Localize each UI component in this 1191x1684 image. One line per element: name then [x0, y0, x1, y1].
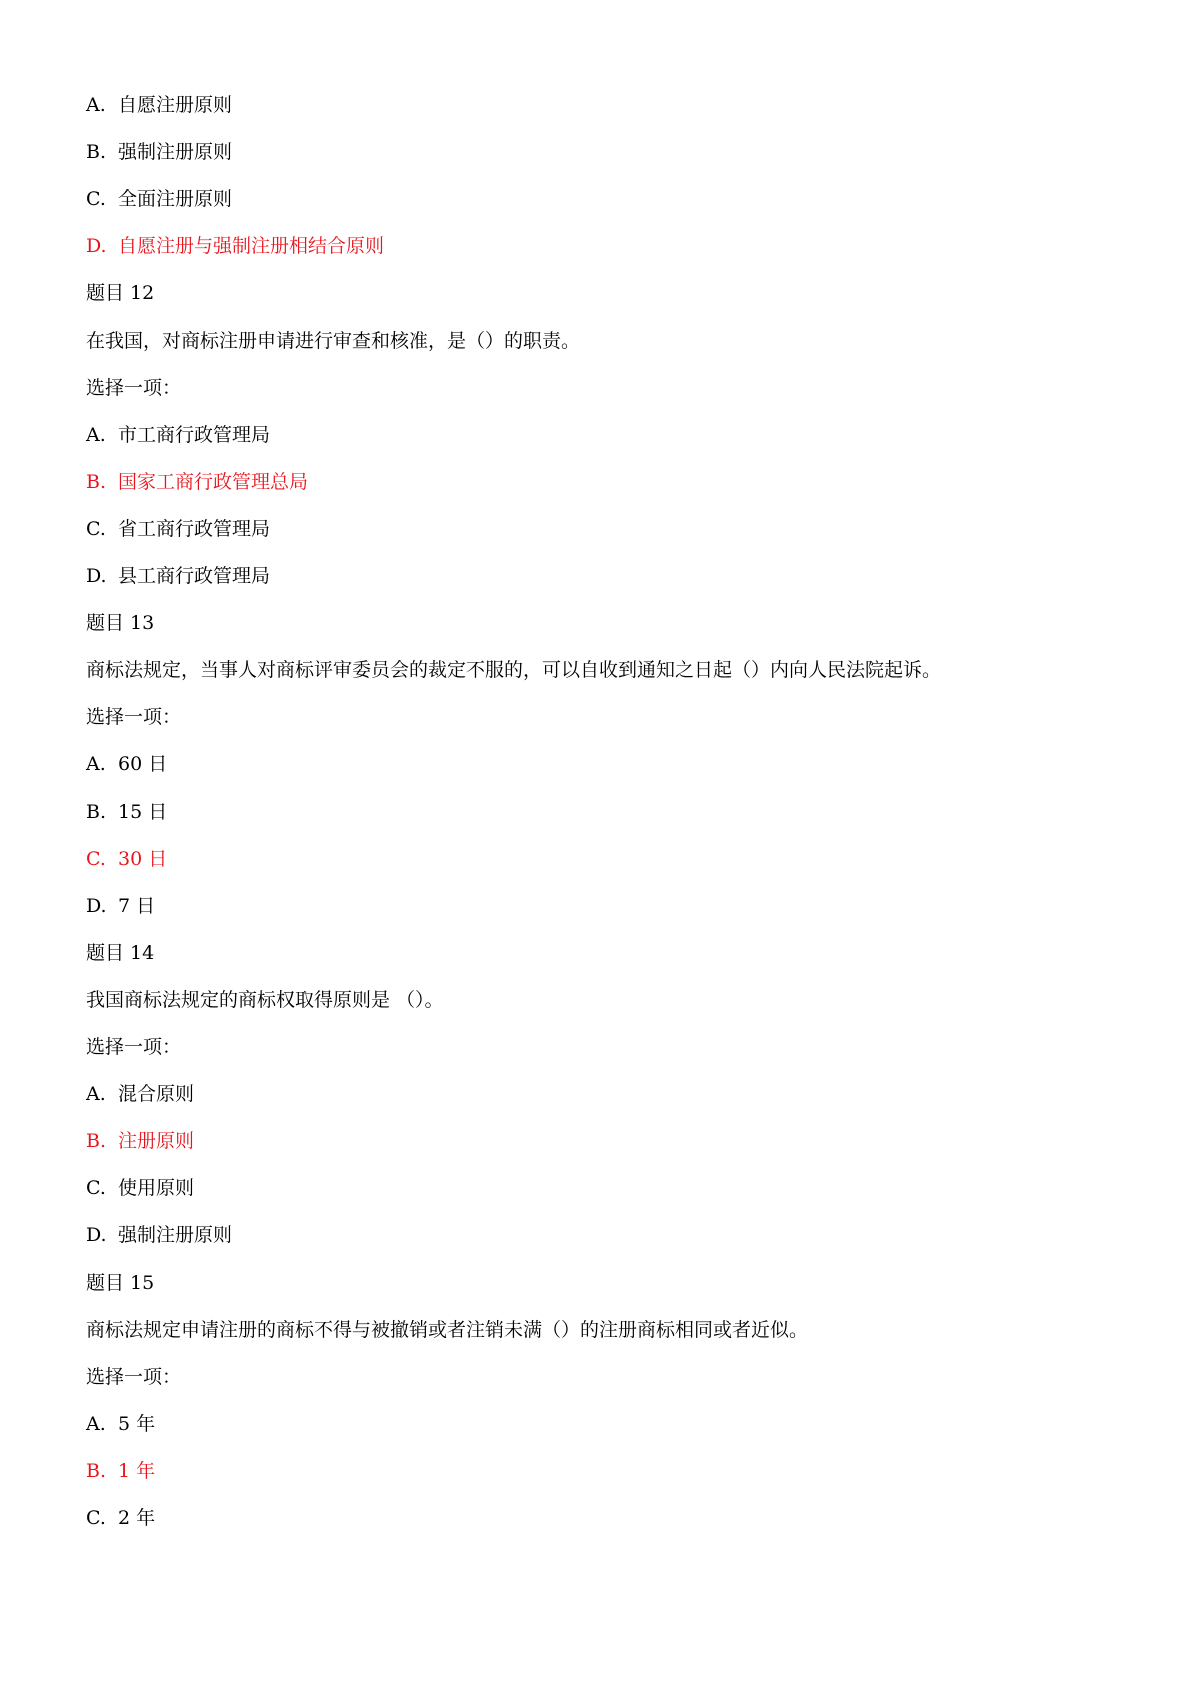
- answer-option: [86, 234, 384, 258]
- option-letter: C.: [86, 1177, 106, 1200]
- answer-option: [86, 752, 167, 776]
- question-number: 题目 12: [86, 282, 155, 305]
- option-letter: D.: [86, 1224, 107, 1247]
- question-text: 在我国，对商标注册申请进行审查和核准，是（）的职责。: [86, 329, 581, 352]
- option-text: 县工商行政管理局: [118, 565, 271, 587]
- option-letter: D.: [86, 894, 107, 917]
- answer-option: [86, 423, 270, 447]
- answer-option: [86, 1412, 155, 1436]
- option-letter: A.: [86, 423, 106, 446]
- option-letter: D.: [86, 565, 107, 587]
- option-text: 自愿注册原则: [118, 94, 233, 116]
- answer-option: [86, 470, 308, 494]
- option-letter: A.: [86, 753, 106, 776]
- question-text: 商标法规定，当事人对商标评审委员会的裁定不服的，可以自收到通知之日起（）内向人民法院起诉。: [86, 659, 942, 682]
- question-number: 题目 14: [86, 941, 155, 964]
- answer-option: [86, 1506, 155, 1530]
- answer-option: [86, 894, 155, 918]
- option-text: 15 日: [118, 800, 168, 823]
- choice-prompt: 选择一项：: [86, 1365, 182, 1388]
- answer-option: [86, 564, 270, 588]
- answer-option: [86, 1129, 194, 1153]
- answer-option: [86, 1223, 232, 1247]
- option-text: 注册原则: [118, 1130, 195, 1153]
- choice-prompt: 选择一项：: [86, 706, 182, 729]
- question-number: 题目 15: [86, 1271, 155, 1294]
- option-text: 强制注册原则: [118, 1224, 233, 1247]
- choice-prompt: 选择一项：: [86, 376, 182, 399]
- option-letter: B.: [86, 470, 107, 493]
- question-number: 题目 13: [86, 612, 155, 635]
- option-letter: C.: [86, 517, 106, 540]
- option-letter: B.: [86, 800, 107, 823]
- option-letter: A.: [86, 1083, 106, 1106]
- question-text: 我国商标法规定的商标权取得原则是 （）。: [86, 988, 444, 1011]
- option-letter: A.: [86, 94, 106, 116]
- option-text: 省工商行政管理局: [118, 517, 271, 540]
- option-text: 强制注册原则: [118, 141, 233, 164]
- answer-option: [86, 1082, 194, 1106]
- answer-option: [86, 140, 232, 164]
- answer-option: [86, 187, 232, 211]
- option-text: 自愿注册与强制注册相结合原则: [118, 235, 385, 258]
- option-letter: C.: [86, 847, 106, 870]
- answer-option: [86, 847, 167, 871]
- question-text: 商标法规定申请注册的商标不得与被撤销或者注销未满（）的注册商标相同或者近似。: [86, 1318, 809, 1341]
- option-letter: B.: [86, 1130, 107, 1153]
- option-text: 5 年: [118, 1412, 156, 1435]
- answer-option: [86, 800, 167, 824]
- option-text: 60 日: [118, 753, 168, 776]
- option-text: 市工商行政管理局: [118, 423, 271, 446]
- option-text: 全面注册原则: [118, 188, 233, 211]
- option-letter: B.: [86, 1459, 107, 1482]
- answer-option: [86, 1459, 155, 1483]
- option-text: 使用原则: [118, 1177, 195, 1200]
- option-text: 混合原则: [118, 1083, 195, 1106]
- answer-option: [86, 93, 232, 117]
- option-letter: C.: [86, 1507, 106, 1529]
- choice-prompt: 选择一项：: [86, 1036, 182, 1058]
- option-letter: A.: [86, 1412, 106, 1435]
- option-text: 30 日: [118, 847, 168, 870]
- option-letter: B.: [86, 141, 107, 164]
- answer-option: [86, 517, 270, 541]
- answer-option: [86, 1176, 194, 1200]
- option-text: 7 日: [118, 894, 156, 917]
- option-letter: C.: [86, 188, 106, 211]
- option-text: 2 年: [118, 1507, 156, 1529]
- option-letter: D.: [86, 235, 107, 258]
- option-text: 1 年: [118, 1459, 156, 1482]
- option-text: 国家工商行政管理总局: [118, 470, 309, 493]
